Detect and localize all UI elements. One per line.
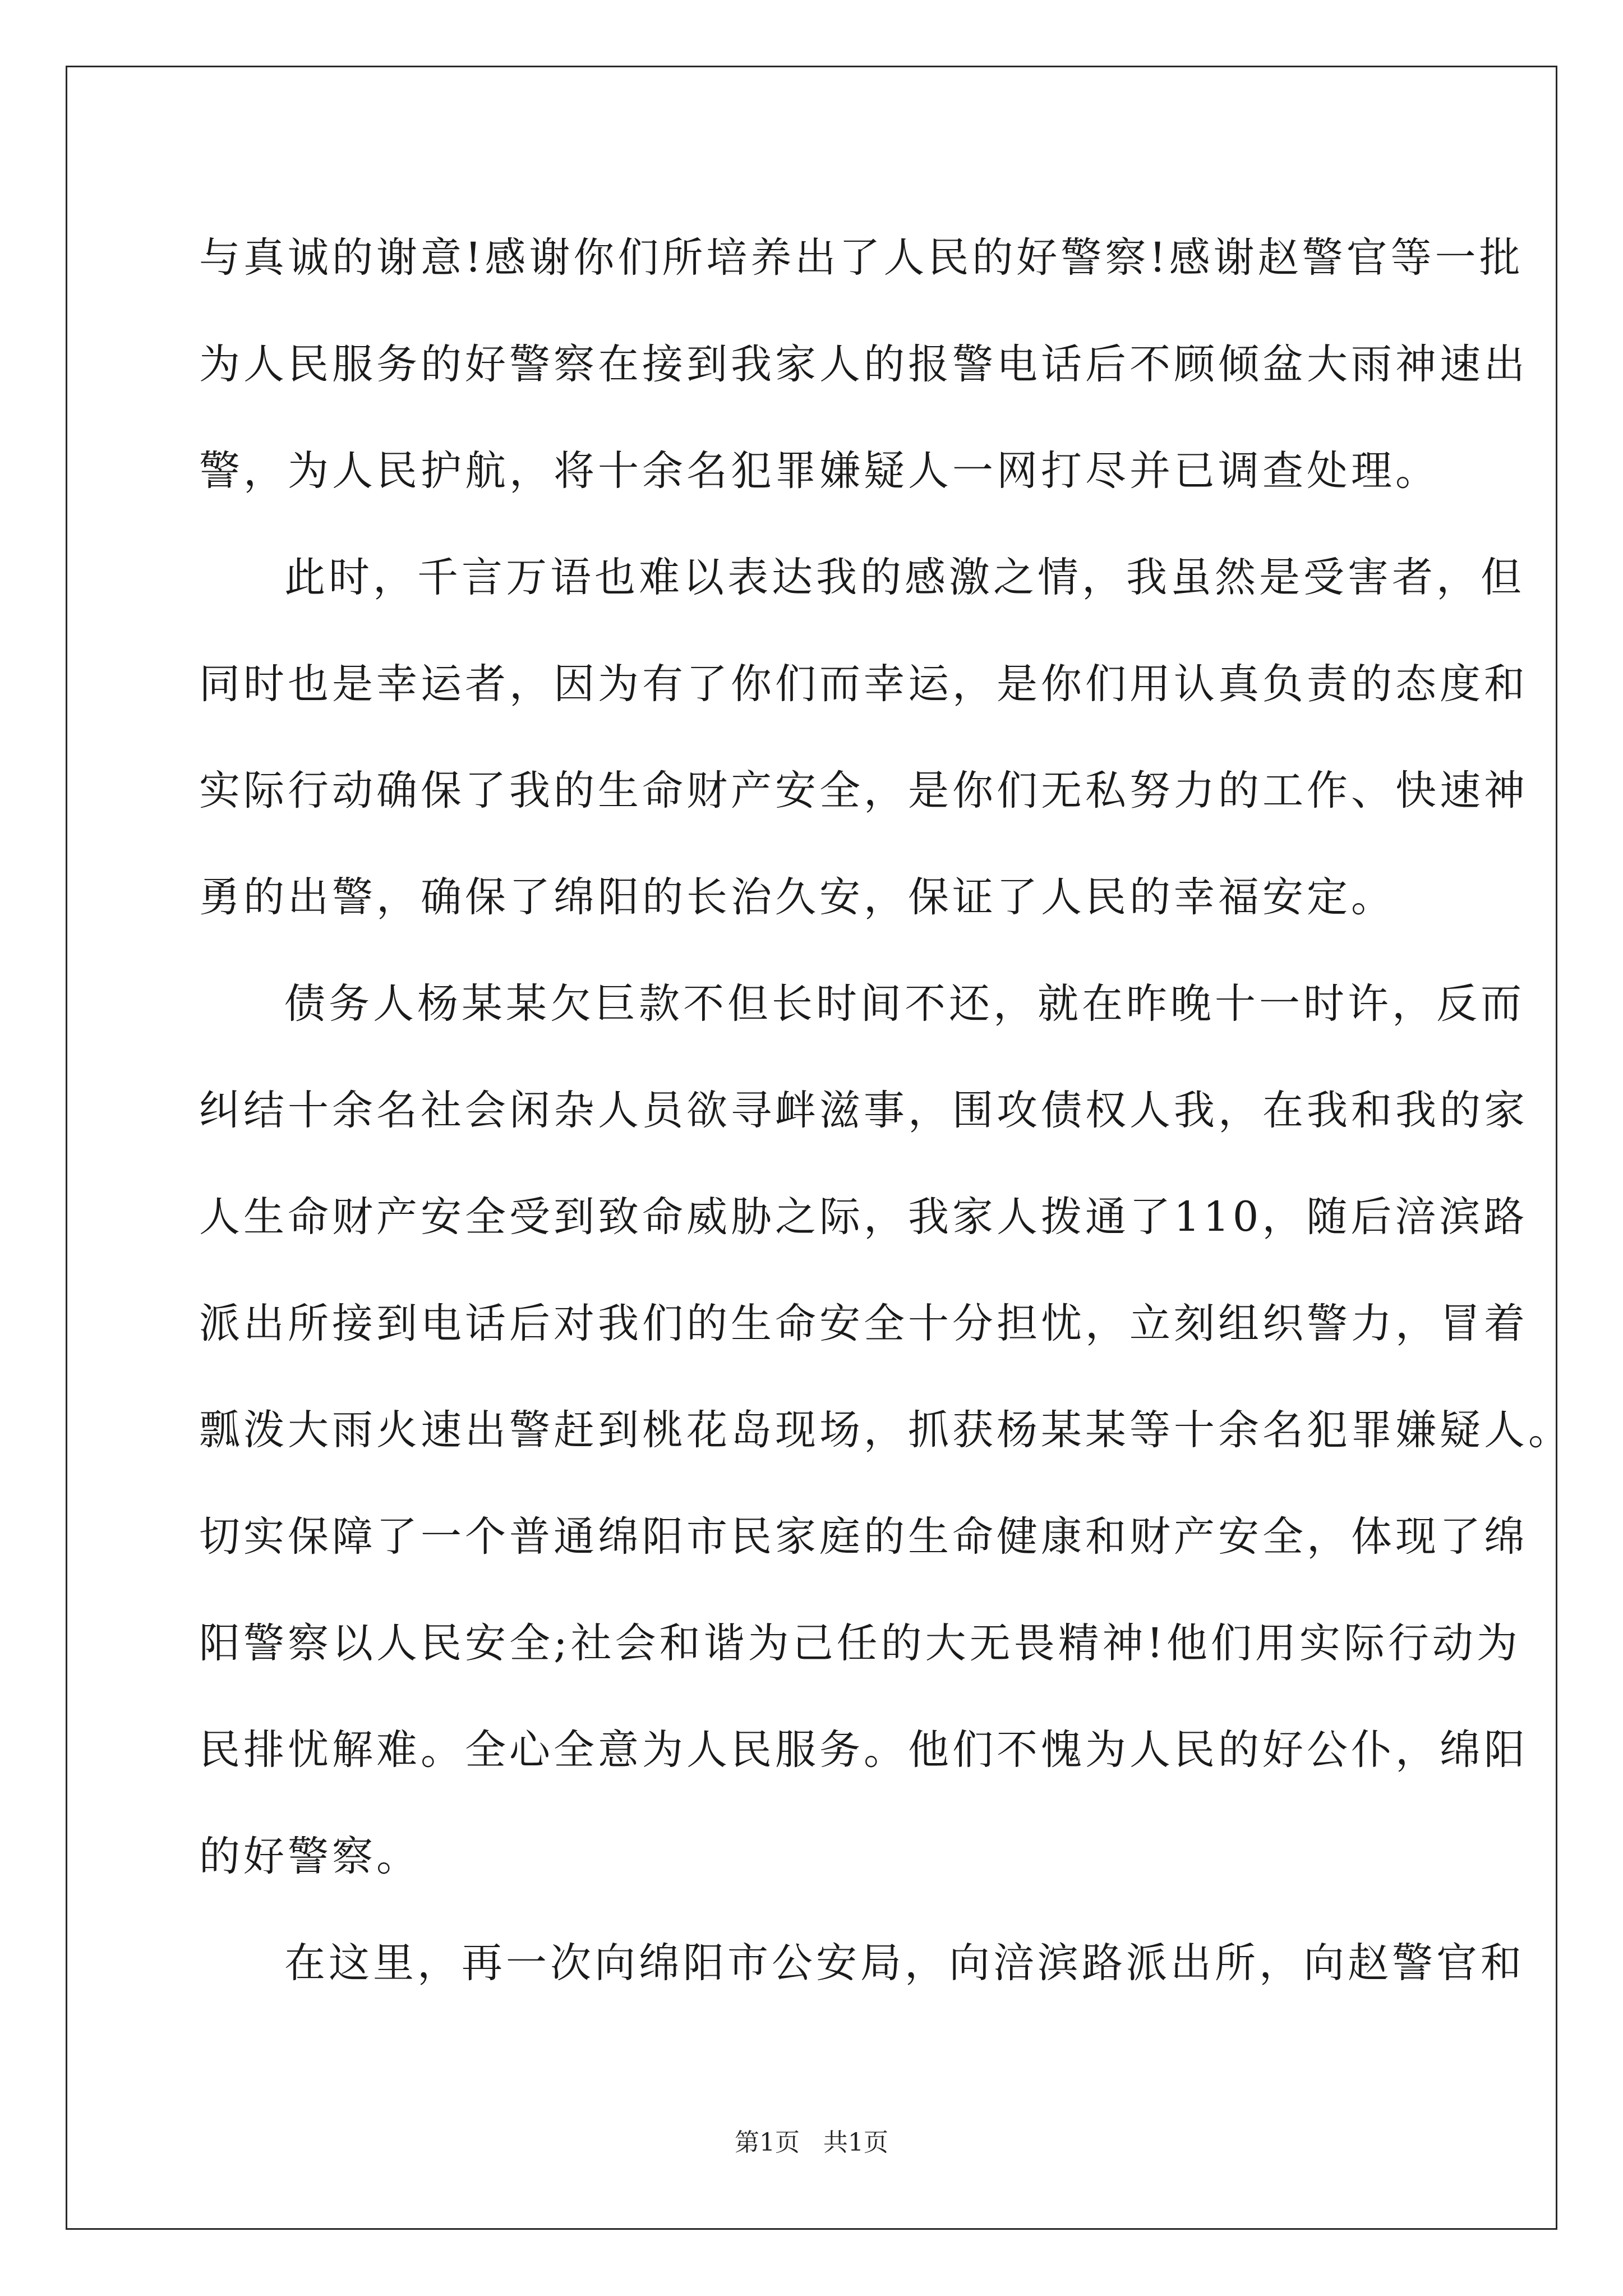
paragraph-start-line-4: 此时，千言万语也难以表达我的感激之情，我虽然是受害者，但 bbox=[284, 554, 1525, 601]
page-number-total: 共1页 bbox=[823, 2128, 888, 2157]
page-number-current: 第1页 bbox=[735, 2128, 800, 2157]
text-line-10: 人生命财产安全受到致命威胁之际，我家人拨通了110，随后涪滨路 bbox=[199, 1193, 1528, 1241]
paragraph-start-line-17: 在这里，再一次向绵阳市公安局，向涪滨路派出所，向赵警官和 bbox=[284, 1939, 1525, 1987]
page-footer bbox=[0, 2126, 1623, 2160]
text-line-15: 民排忧解难。全心全意为人民服务。他们不愧为人民的好公仆，绵阳 bbox=[199, 1726, 1528, 1774]
text-line-1: 与真诚的谢意!感谢你们所培养出了人民的好警察!感谢赵警官等一批 bbox=[199, 234, 1524, 282]
text-line-11: 派出所接到电话后对我们的生命安全十分担忧，立刻组织警力，冒着 bbox=[199, 1300, 1528, 1347]
text-line-2: 为人民服务的好警察在接到我家人的报警电话后不顾倾盆大雨神速出 bbox=[199, 341, 1528, 388]
text-line-13: 切实保障了一个普通绵阳市民家庭的生命健康和财产安全，体现了绵 bbox=[199, 1513, 1528, 1561]
text-line-9: 纠结十余名社会闲杂人员欲寻衅滋事，围攻债权人我，在我和我的家 bbox=[199, 1087, 1528, 1134]
text-line-7: 勇的出警，确保了绵阳的长治久安，保证了人民的幸福安定。 bbox=[199, 873, 1395, 921]
text-line-12: 瓢泼大雨火速出警赶到桃花岛现场，抓获杨某某等十余名犯罪嫌疑人。 bbox=[199, 1406, 1573, 1454]
paragraph-start-line-8: 债务人杨某某欠巨款不但长时间不还，就在昨晚十一时许，反而 bbox=[284, 980, 1525, 1028]
text-line-6: 实际行动确保了我的生命财产安全，是你们无私努力的工作、快速神 bbox=[199, 767, 1528, 815]
text-line-5: 同时也是幸运者，因为有了你们而幸运，是你们用认真负责的态度和 bbox=[199, 660, 1528, 708]
text-line-3: 警，为人民护航，将十余名犯罪嫌疑人一网打尽并已调查处理。 bbox=[199, 447, 1440, 495]
text-line-14: 阳警察以人民安全;社会和谐为己任的大无畏精神!他们用实际行动为 bbox=[199, 1619, 1521, 1667]
text-line-16: 的好警察。 bbox=[199, 1833, 421, 1880]
